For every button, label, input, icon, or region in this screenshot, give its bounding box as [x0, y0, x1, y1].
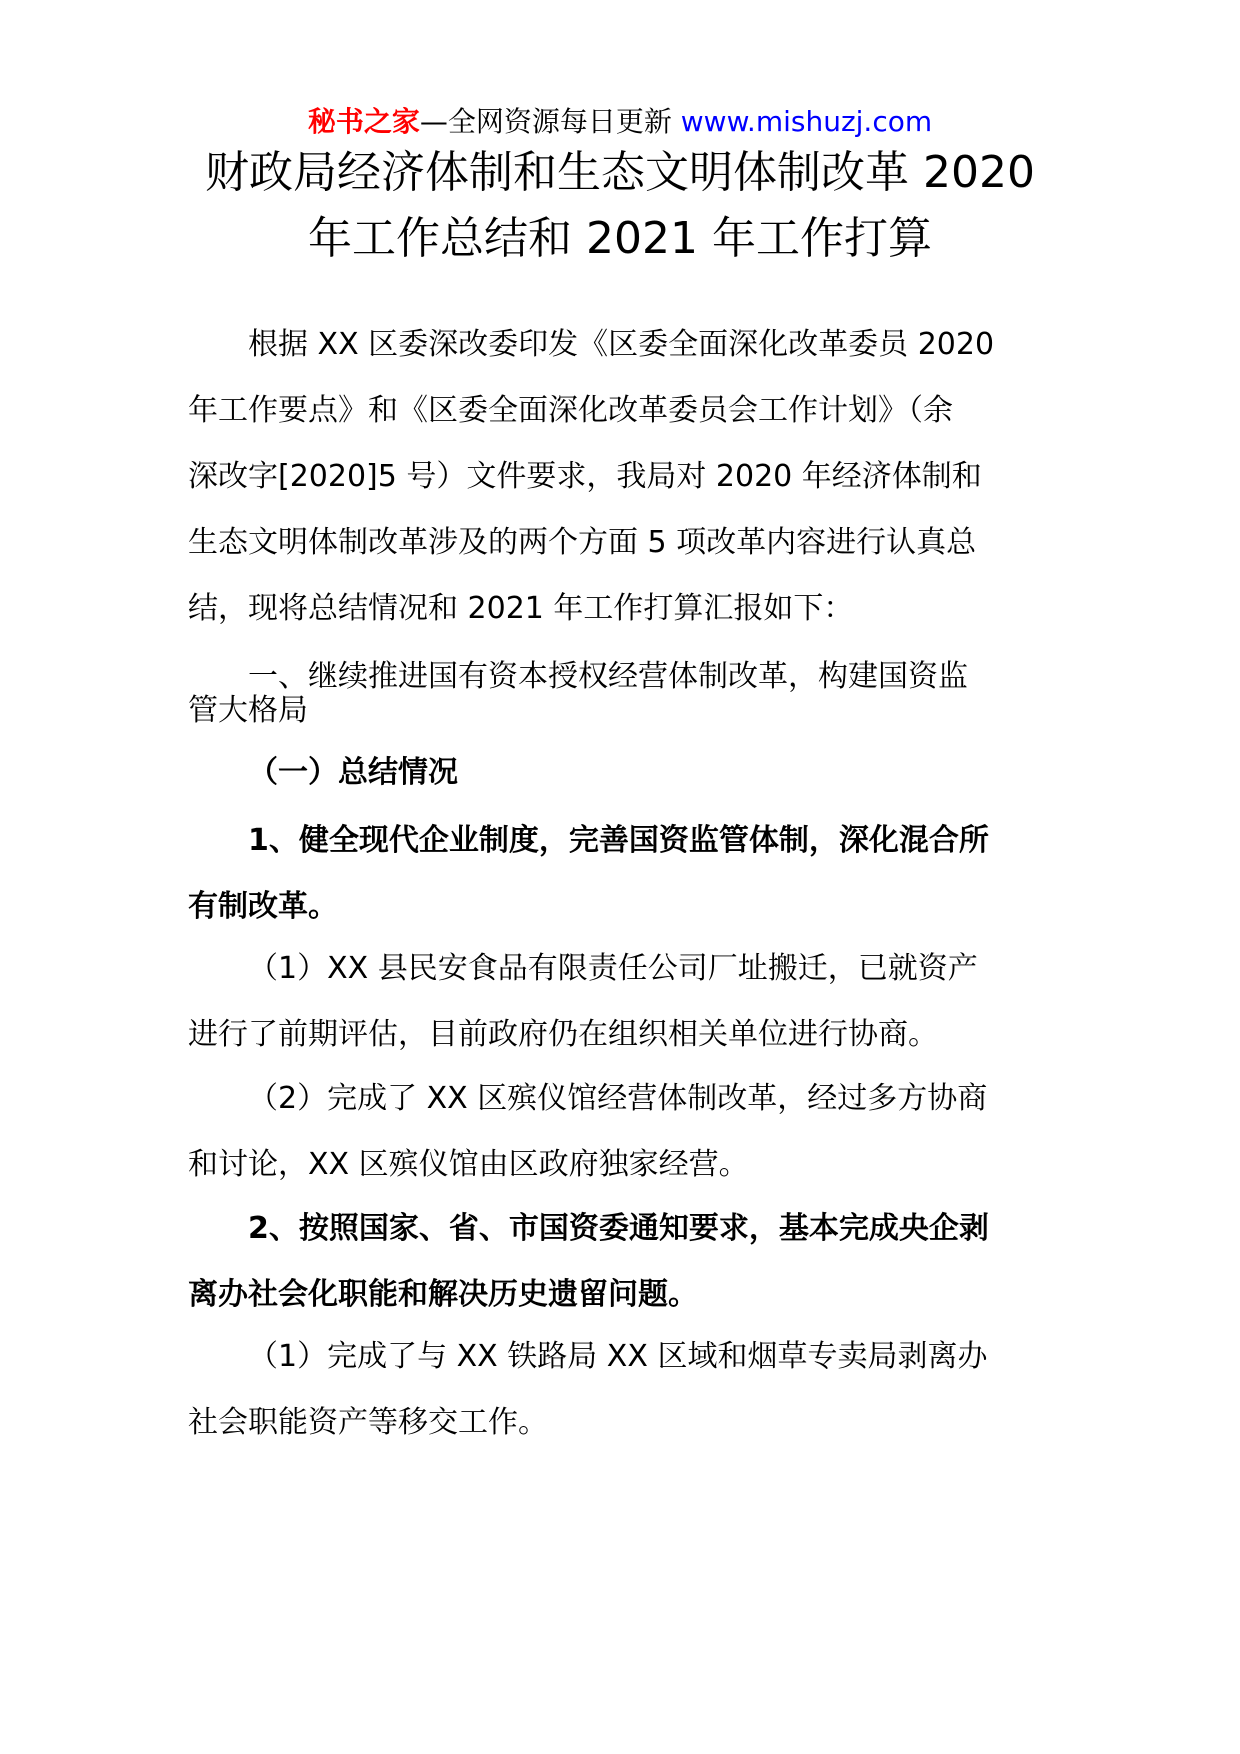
site-header [0, 102, 1240, 142]
item-heading-line: 有制改革。 [188, 889, 338, 924]
item-paragraph-1-1 [188, 936, 1056, 1068]
document-title [180, 140, 1060, 272]
section-heading-line: 一、继续推进国有资本授权经营体制改革，构建国资监 [248, 659, 968, 694]
item-paragraph-1-2 [188, 1066, 1056, 1198]
site-url-link[interactable]: www.mishuzj.com [680, 105, 933, 138]
intro-line: 生态文明体制改革涉及的两个方面 5 项改革内容进行认真总 [188, 525, 977, 560]
brand-name: 秘书之家 [307, 105, 420, 138]
item-heading-line: 1、健全现代企业制度，完善国资监管体制，深化混合所 [248, 823, 989, 858]
item-paragraph-2-1 [188, 1324, 1056, 1456]
paragraph-line: （2）完成了 XX 区殡仪馆经营体制改革，经过多方协商 [248, 1081, 988, 1116]
intro-line: 年工作要点》和《区委全面深化改革委员会工作计划》（余 [188, 393, 953, 428]
paragraph-line: 进行了前期评估，目前政府仍在组织相关单位进行协商。 [188, 1017, 938, 1052]
header-slogan: —全网资源每日更新 [419, 105, 681, 138]
item-heading-2 [188, 1196, 1056, 1328]
title-line-1: 财政局经济体制和生态文明体制改革 2020 [205, 147, 1035, 198]
intro-line: 根据 XX 区委深改委印发《区委全面深化改革委员 2020 [248, 327, 995, 362]
subsection-heading [188, 740, 1056, 806]
item-heading-1 [188, 808, 1056, 940]
intro-line: 结，现将总结情况和 2021 年工作打算汇报如下： [188, 591, 854, 626]
paragraph-line: （1）XX 县民安食品有限责任公司厂址搬迁，已就资产 [248, 951, 978, 986]
section-heading-line: 管大格局 [188, 693, 308, 728]
intro-line: 深改字[2020]5 号）文件要求，我局对 2020 年经济体制和 [188, 459, 982, 494]
section-heading-1 [188, 660, 1056, 728]
paragraph-line: 和讨论，XX 区殡仪馆由区政府独家经营。 [188, 1147, 749, 1182]
subsection-heading-text: （一）总结情况 [248, 755, 458, 790]
item-heading-line: 离办社会化职能和解决历史遗留问题。 [188, 1277, 698, 1312]
item-heading-line: 2、按照国家、省、市国资委通知要求，基本完成央企剥 [248, 1211, 989, 1246]
paragraph-line: （1）完成了与 XX 铁路局 XX 区域和烟草专卖局剥离办 [248, 1339, 988, 1374]
title-line-2: 年工作总结和 2021 年工作打算 [308, 213, 932, 264]
intro-paragraph [188, 312, 1056, 642]
paragraph-line: 社会职能资产等移交工作。 [188, 1405, 548, 1440]
